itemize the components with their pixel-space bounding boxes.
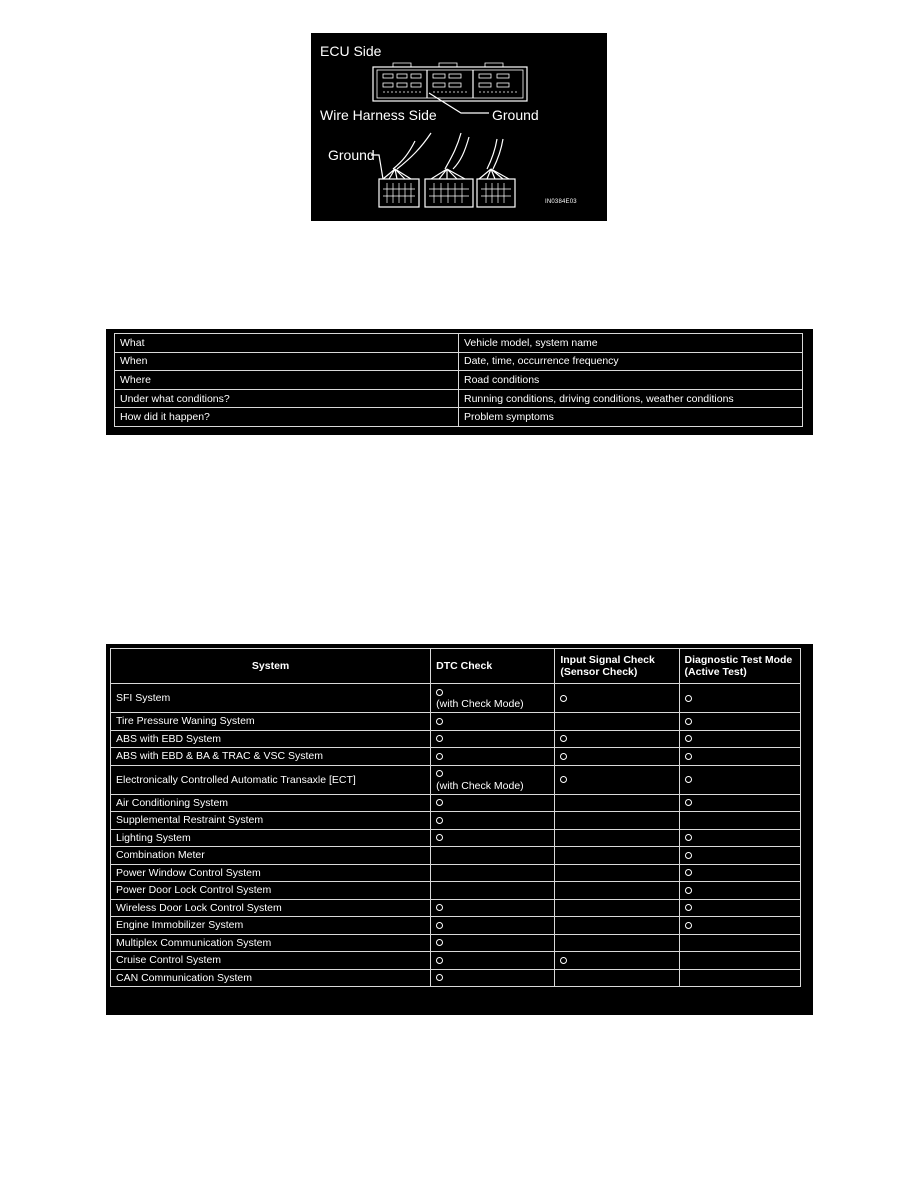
header-diag-line1: Diagnostic Test Mode <box>684 654 793 666</box>
dtc-mark <box>436 814 549 826</box>
diagnosis-grid <box>110 648 801 987</box>
system-name-cell: Air Conditioning System <box>111 794 431 812</box>
supported-mark-icon <box>436 817 443 824</box>
table-row <box>115 371 803 390</box>
dtc-check-cell <box>431 969 555 987</box>
dtc-check-cell <box>431 794 555 812</box>
supported-mark-icon <box>685 869 692 876</box>
dtc-mark <box>436 902 549 914</box>
diagnostic-test-mode-cell <box>679 765 800 794</box>
supported-mark-icon <box>685 718 692 725</box>
header-diag-line2: (Active Test) <box>684 666 747 678</box>
supported-mark-icon <box>685 695 692 702</box>
question-cell: How did it happen? <box>115 408 459 427</box>
system-name-cell: Wireless Door Lock Control System <box>111 899 431 917</box>
dtc-check-cell <box>431 899 555 917</box>
table-row <box>111 952 801 970</box>
supported-mark-icon <box>436 957 443 964</box>
table-row <box>111 713 801 731</box>
dtc-mark <box>436 715 549 727</box>
input-signal-check-cell <box>555 934 679 952</box>
dtc-check-cell <box>431 684 555 713</box>
header-dtc-check: DTC Check <box>431 649 555 684</box>
system-name-cell: Multiplex Communication System <box>111 934 431 952</box>
system-name-cell: Combination Meter <box>111 847 431 865</box>
dtc-check-cell <box>431 882 555 900</box>
dtc-check-cell <box>431 847 555 865</box>
dtc-check-cell <box>431 934 555 952</box>
dtc-mark <box>436 832 549 844</box>
supported-mark-icon <box>685 799 692 806</box>
supported-mark-icon <box>436 974 443 981</box>
ecu-side-label: ECU Side <box>320 43 382 59</box>
system-name-cell: Power Door Lock Control System <box>111 882 431 900</box>
supported-mark-icon <box>685 887 692 894</box>
dtc-mark <box>436 972 549 984</box>
supported-mark-icon <box>436 834 443 841</box>
input-signal-check-cell <box>555 748 679 766</box>
supported-mark-icon <box>560 753 567 760</box>
answer-cell: Road conditions <box>459 371 803 390</box>
supported-mark-icon <box>560 957 567 964</box>
diagnostic-test-mode-cell <box>679 899 800 917</box>
input-signal-check-cell <box>555 794 679 812</box>
dtc-mark <box>436 797 549 809</box>
table-row <box>111 934 801 952</box>
interview-grid <box>114 333 803 427</box>
question-cell: What <box>115 334 459 353</box>
table-row <box>115 389 803 408</box>
supported-mark-icon <box>685 735 692 742</box>
diagnostic-test-mode-cell <box>679 748 800 766</box>
system-name-cell: Tire Pressure Waning System <box>111 713 431 731</box>
dtc-mark <box>436 954 549 966</box>
supported-mark-icon <box>436 689 443 696</box>
customer-interview-table <box>106 329 813 435</box>
answer-cell: Vehicle model, system name <box>459 334 803 353</box>
table-row <box>111 847 801 865</box>
system-name-cell: Cruise Control System <box>111 952 431 970</box>
input-signal-check-cell <box>555 829 679 847</box>
system-name-cell: Lighting System <box>111 829 431 847</box>
ecu-connector <box>373 67 527 101</box>
header-diagnostic-test-mode <box>679 649 800 684</box>
supported-mark-icon <box>436 718 443 725</box>
system-name-cell: Power Window Control System <box>111 864 431 882</box>
question-cell: Under what conditions? <box>115 389 459 408</box>
dtc-check-cell <box>431 917 555 935</box>
input-signal-check-cell <box>555 730 679 748</box>
question-cell: Where <box>115 371 459 390</box>
supported-mark-icon <box>685 922 692 929</box>
table-row <box>111 882 801 900</box>
input-signal-check-cell <box>555 882 679 900</box>
wire-harness-side-label: Wire Harness Side <box>320 107 437 123</box>
diagnostic-test-mode-cell <box>679 829 800 847</box>
input-signal-check-cell <box>555 847 679 865</box>
dtc-check-cell <box>431 864 555 882</box>
connector-diagram <box>311 33 607 221</box>
diagnostic-test-mode-cell <box>679 917 800 935</box>
table-header-row <box>111 649 801 684</box>
check-mode-note: (with Check Mode) <box>436 779 524 792</box>
supported-mark-icon <box>685 852 692 859</box>
supported-mark-icon <box>436 922 443 929</box>
diagnostic-test-mode-cell <box>679 847 800 865</box>
check-mode-note: (with Check Mode) <box>436 698 524 710</box>
dtc-mark <box>436 750 549 762</box>
diagnostic-test-mode-cell <box>679 864 800 882</box>
diagnostic-test-mode-cell <box>679 882 800 900</box>
input-signal-check-cell <box>555 812 679 830</box>
system-name-cell: CAN Communication System <box>111 969 431 987</box>
dtc-check-cell <box>431 952 555 970</box>
dtc-mark <box>436 937 549 949</box>
input-signal-check-cell <box>555 713 679 731</box>
question-cell: When <box>115 352 459 371</box>
diagnostic-test-mode-cell <box>679 684 800 713</box>
dtc-check-cell <box>431 829 555 847</box>
answer-cell: Running conditions, driving conditions, weather conditions <box>459 389 803 408</box>
table-row <box>111 917 801 935</box>
dtc-mark <box>436 919 549 931</box>
diagnostic-test-mode-cell <box>679 713 800 731</box>
system-name-cell: Engine Immobilizer System <box>111 917 431 935</box>
system-name-cell: Electronically Controlled Automatic Transaxle [ECT] <box>111 765 431 794</box>
system-name-cell: Supplemental Restraint System <box>111 812 431 830</box>
table-row <box>111 899 801 917</box>
input-signal-check-cell <box>555 969 679 987</box>
table-row <box>115 408 803 427</box>
diagnostic-test-mode-cell <box>679 969 800 987</box>
table-row <box>111 730 801 748</box>
input-signal-check-cell <box>555 765 679 794</box>
table-row <box>115 352 803 371</box>
system-name-cell: ABS with EBD & BA & TRAC & VSC System <box>111 748 431 766</box>
input-signal-check-cell <box>555 864 679 882</box>
table-row <box>111 969 801 987</box>
supported-mark-icon <box>436 939 443 946</box>
harness-connector-right <box>477 179 515 207</box>
header-system: System <box>111 649 431 684</box>
supported-mark-icon <box>685 904 692 911</box>
dtc-mark <box>436 768 549 780</box>
ground-label-harness: Ground <box>328 147 375 163</box>
diagnostic-test-mode-cell <box>679 934 800 952</box>
supported-mark-icon <box>436 904 443 911</box>
supported-mark-icon <box>436 770 443 777</box>
dtc-check-cell <box>431 765 555 794</box>
answer-cell: Problem symptoms <box>459 408 803 427</box>
diagnostic-test-mode-cell <box>679 952 800 970</box>
table-row <box>111 765 801 794</box>
connector-drawing <box>311 33 607 221</box>
diagnostic-test-mode-cell <box>679 812 800 830</box>
table-row <box>111 748 801 766</box>
table-row <box>115 334 803 353</box>
figure-code: IN0384E03 <box>545 199 577 205</box>
header-input-signal-check <box>555 649 679 684</box>
dtc-mark <box>436 733 549 745</box>
supported-mark-icon <box>560 695 567 702</box>
ground-label-ecu: Ground <box>492 107 539 123</box>
supported-mark-icon <box>436 735 443 742</box>
harness-connector-middle <box>425 179 473 207</box>
table-row <box>111 794 801 812</box>
dtc-check-cell <box>431 730 555 748</box>
supported-mark-icon <box>685 834 692 841</box>
header-input-line2: (Sensor Check) <box>560 666 638 678</box>
table-row <box>111 684 801 713</box>
diagnosis-function-table <box>106 644 813 1015</box>
input-signal-check-cell <box>555 952 679 970</box>
dtc-check-cell <box>431 748 555 766</box>
input-signal-check-cell <box>555 684 679 713</box>
supported-mark-icon <box>436 799 443 806</box>
supported-mark-icon <box>436 753 443 760</box>
supported-mark-icon <box>685 776 692 783</box>
dtc-mark <box>436 686 549 698</box>
diagnostic-test-mode-cell <box>679 794 800 812</box>
answer-cell: Date, time, occurrence frequency <box>459 352 803 371</box>
system-name-cell: ABS with EBD System <box>111 730 431 748</box>
system-name-cell: SFI System <box>111 684 431 713</box>
header-input-line1: Input Signal Check <box>560 654 655 666</box>
diagnostic-test-mode-cell <box>679 730 800 748</box>
input-signal-check-cell <box>555 899 679 917</box>
dtc-check-cell <box>431 713 555 731</box>
dtc-check-cell <box>431 812 555 830</box>
supported-mark-icon <box>560 735 567 742</box>
table-row <box>111 864 801 882</box>
table-row <box>111 812 801 830</box>
supported-mark-icon <box>685 753 692 760</box>
input-signal-check-cell <box>555 917 679 935</box>
table-row <box>111 829 801 847</box>
supported-mark-icon <box>560 776 567 783</box>
